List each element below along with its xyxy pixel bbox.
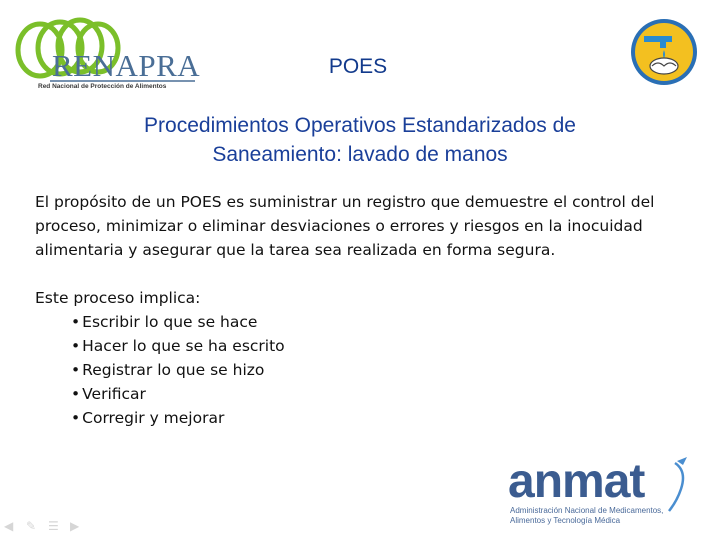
anmat-logo-subtitle [510,506,680,526]
process-intro: Este proceso implica: [35,289,201,307]
process-steps-list [35,310,685,430]
renapra-logo-text: RENAPRA [52,48,201,83]
list-item: • Escribir lo que se hace [71,310,685,334]
list-item: • Registrar lo que se hizo [71,358,685,382]
slide-subtitle [90,111,630,169]
slide-title-text: POES [328,55,388,78]
anmat-subtitle-line-2: Alimentos y Tecnología Médica [510,516,621,525]
list-item: • Corregir y mejorar [71,406,685,430]
list-item: • Hacer lo que se ha escrito [71,334,685,358]
menu-icon[interactable]: ☰ [48,519,59,533]
slide-title [0,55,720,79]
arrow-right-icon[interactable]: ▶ [70,519,80,533]
slideshow-nav [4,520,86,534]
pen-icon[interactable]: ✎ [26,519,37,533]
subtitle-line-2: Saneamiento: lavado de manos [212,143,508,166]
subtitle-line-1: Procedimientos Operativos Estandarizados de [144,114,576,137]
anmat-subtitle-line-1: Administración Nacional de Medicamentos, [510,506,664,515]
purpose-paragraph: El propósito de un POES es suministrar un registro que demuestre el control del proceso, minimizar o eliminar desviaciones o errores y riesgos en la inocuidad alimentaria y asegurar que la tarea sea realizada en forma segura. [35,193,655,259]
slide-body [35,190,685,430]
anmat-logo-text: anmat [508,455,645,508]
renapra-logo-subtitle: Red Nacional de Protección de Alimentos [38,83,167,90]
list-item: • Verificar [71,382,685,406]
arrow-left-icon[interactable]: ◀ [4,519,14,533]
